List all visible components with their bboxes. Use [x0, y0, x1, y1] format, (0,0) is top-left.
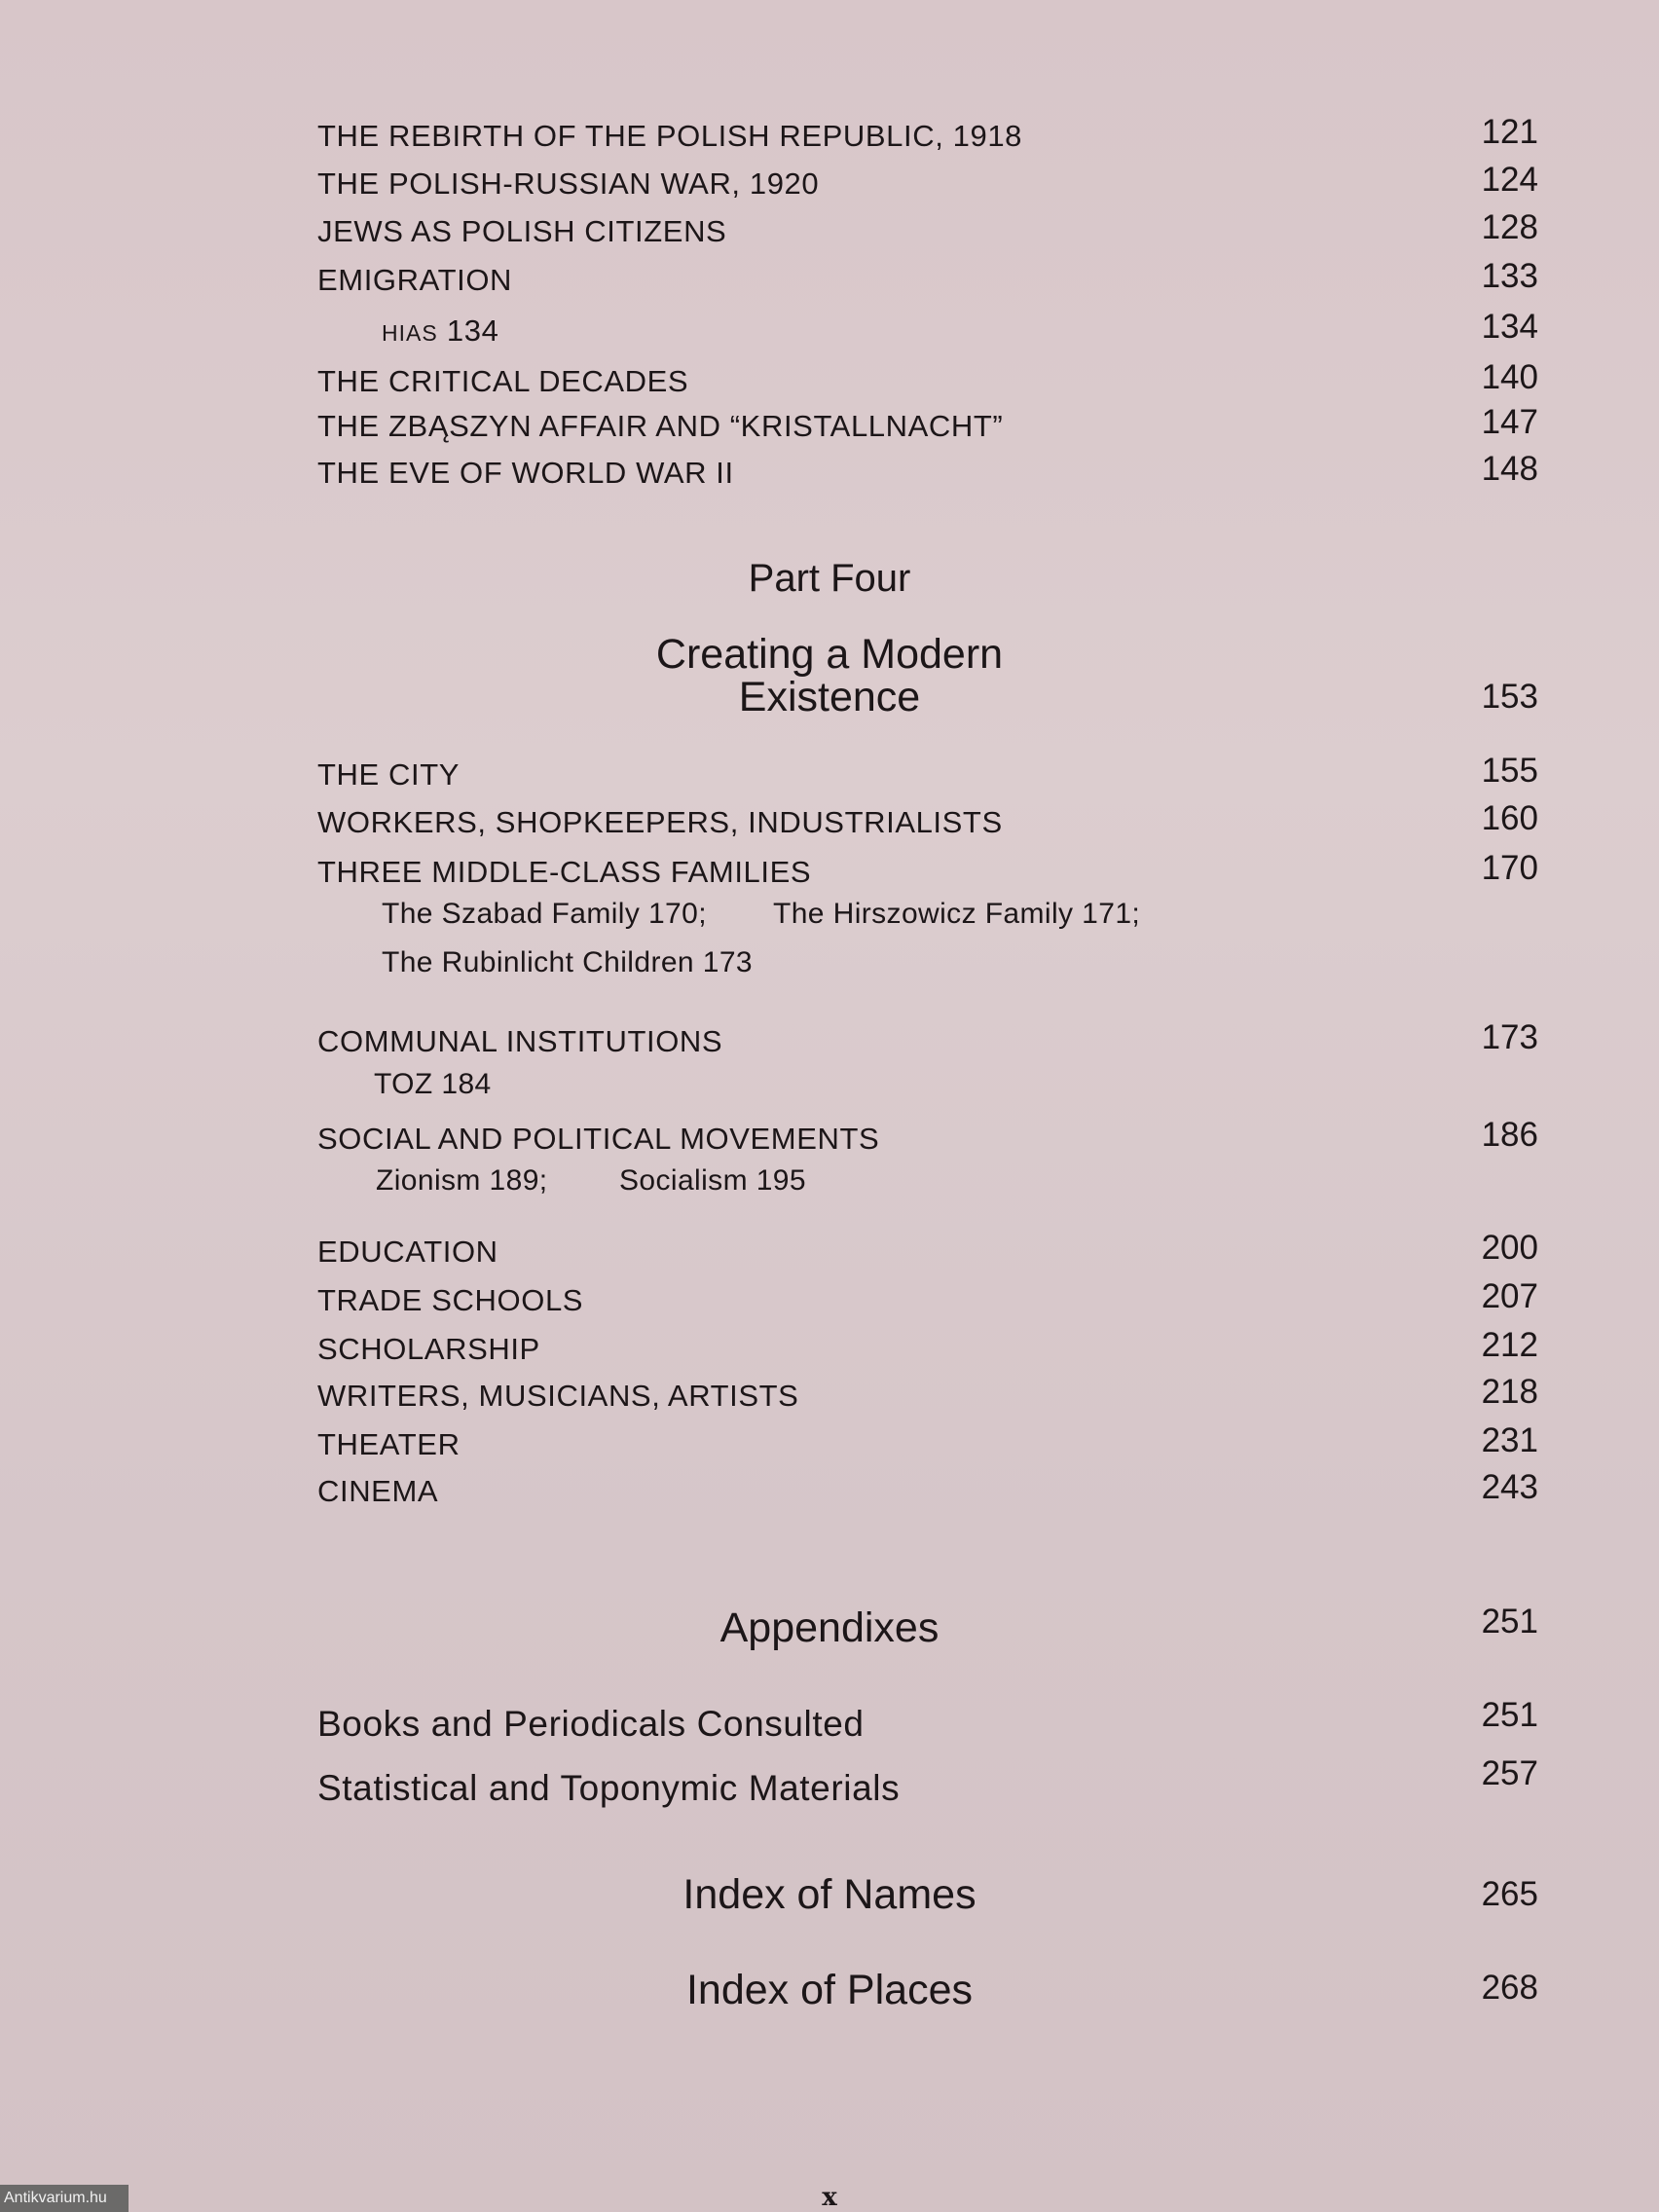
entry-page: 212 — [1481, 1326, 1538, 1364]
page-folio: x — [822, 2183, 837, 2212]
appendixes-page-row — [317, 1597, 1538, 1643]
entry-title: Statistical and Toponymic Materials — [317, 1768, 901, 1808]
entry-title: SOCIAL AND POLITICAL MOVEMENTS — [317, 1122, 880, 1156]
entry-title: THE CRITICAL DECADES — [317, 364, 689, 398]
entry-page: 147 — [1481, 403, 1538, 441]
entry-title: WORKERS, SHOPKEEPERS, INDUSTRIALISTS — [317, 805, 1003, 839]
part-label: Part Four — [748, 557, 911, 600]
toc-entry — [317, 1462, 1538, 1509]
subentry: Zionism 189; — [376, 1164, 548, 1197]
toc-entry — [317, 1416, 1538, 1462]
index-of-names-heading: Index of Names — [682, 1871, 977, 1918]
entry-page: 257 — [1481, 1754, 1538, 1792]
toc-entry — [317, 155, 1538, 202]
subentry: The Rubinlicht Children 173 — [382, 946, 754, 978]
watermark: Antikvarium.hu — [0, 2185, 129, 2212]
entry-page: 207 — [1481, 1277, 1538, 1315]
entry-page: 251 — [1481, 1696, 1538, 1734]
toc-entry — [317, 1367, 1538, 1414]
entry-title — [382, 313, 498, 349]
entry-title: Books and Periodicals Consulted — [317, 1704, 865, 1744]
index-page: 268 — [1481, 1969, 1538, 2007]
toc-entry — [317, 203, 1538, 249]
entry-page: 160 — [1481, 799, 1538, 837]
toc-subentry — [317, 302, 1538, 349]
entry-page: 124 — [1481, 161, 1538, 199]
entry-page: 134 — [1481, 308, 1538, 346]
toc-entry — [317, 444, 1538, 491]
toc-entry — [317, 1320, 1538, 1367]
entry-title: JEWS AS POLISH CITIZENS — [317, 214, 727, 248]
subentry: Socialism 195 — [619, 1164, 806, 1197]
appendixes-heading: Appendixes — [719, 1604, 940, 1651]
entry-page: 140 — [1481, 358, 1538, 396]
entry-title: WRITERS, MUSICIANS, ARTISTS — [317, 1379, 799, 1413]
entry-page: 186 — [1481, 1116, 1538, 1154]
entry-page: 243 — [1481, 1468, 1538, 1506]
toc-entry — [317, 1272, 1538, 1318]
index-page-row — [317, 1869, 1538, 1916]
subentry: The Szabad Family 170; — [382, 898, 707, 930]
part-page: 153 — [1481, 678, 1538, 716]
entry-title: THE EVE OF WORLD WAR II — [317, 456, 734, 490]
toc-entry — [317, 1690, 1538, 1745]
toc-entry — [317, 1013, 1538, 1059]
toc-entry — [317, 1223, 1538, 1270]
entry-abbr: HIAS — [382, 320, 438, 346]
entry-title: THREE MIDDLE-CLASS FAMILIES — [317, 855, 812, 889]
toc-entry — [317, 251, 1538, 298]
entry-title: THEATER — [317, 1427, 461, 1461]
entry-title: COMMUNAL INSTITUTIONS — [317, 1024, 723, 1058]
part-page-row — [317, 672, 1538, 719]
entry-title: THE REBIRTH OF THE POLISH REPUBLIC, 1918 — [317, 119, 1022, 153]
toc-entry — [317, 793, 1538, 840]
entry-page: 133 — [1481, 257, 1538, 295]
toc-entry — [317, 746, 1538, 793]
toc-entry — [317, 1754, 1538, 1809]
toc-entry — [317, 107, 1538, 154]
entry-title: TRADE SCHOOLS — [317, 1283, 584, 1317]
entry-page: 128 — [1481, 208, 1538, 246]
entry-title: THE POLISH-RUSSIAN WAR, 1920 — [317, 166, 820, 201]
entry-title: CINEMA — [317, 1474, 439, 1508]
entry-title: THE CITY — [317, 757, 461, 792]
entry-title: EDUCATION — [317, 1235, 498, 1269]
toc-entry — [317, 352, 1538, 399]
toc-entry — [317, 843, 1538, 890]
entry-inline-page: 134 — [446, 313, 499, 348]
entry-title: THE ZBĄSZYN AFFAIR AND “KRISTALLNACHT” — [317, 409, 1004, 443]
index-page-row — [317, 1963, 1538, 2009]
index-page: 265 — [1481, 1875, 1538, 1913]
toc-entry — [317, 397, 1538, 444]
entry-page: 218 — [1481, 1373, 1538, 1411]
entry-page: 200 — [1481, 1229, 1538, 1267]
entry-page: 231 — [1481, 1421, 1538, 1459]
entry-page: 121 — [1481, 113, 1538, 151]
subentry: The Hirszowicz Family 171; — [773, 898, 1141, 930]
appendixes-page: 251 — [1481, 1603, 1538, 1641]
entry-title: EMIGRATION — [317, 263, 513, 297]
entry-title: SCHOLARSHIP — [317, 1332, 540, 1366]
part-title-line2: Existence — [738, 674, 921, 720]
subentry: TOZ 184 — [374, 1068, 492, 1100]
part-title-line1: Creating a Modern — [655, 631, 1004, 678]
toc-entry — [317, 1110, 1538, 1157]
index-of-places-heading: Index of Places — [685, 1967, 973, 2013]
entry-page: 170 — [1481, 849, 1538, 887]
entry-page: 173 — [1481, 1018, 1538, 1056]
entry-page: 155 — [1481, 752, 1538, 790]
entry-page: 148 — [1481, 450, 1538, 488]
